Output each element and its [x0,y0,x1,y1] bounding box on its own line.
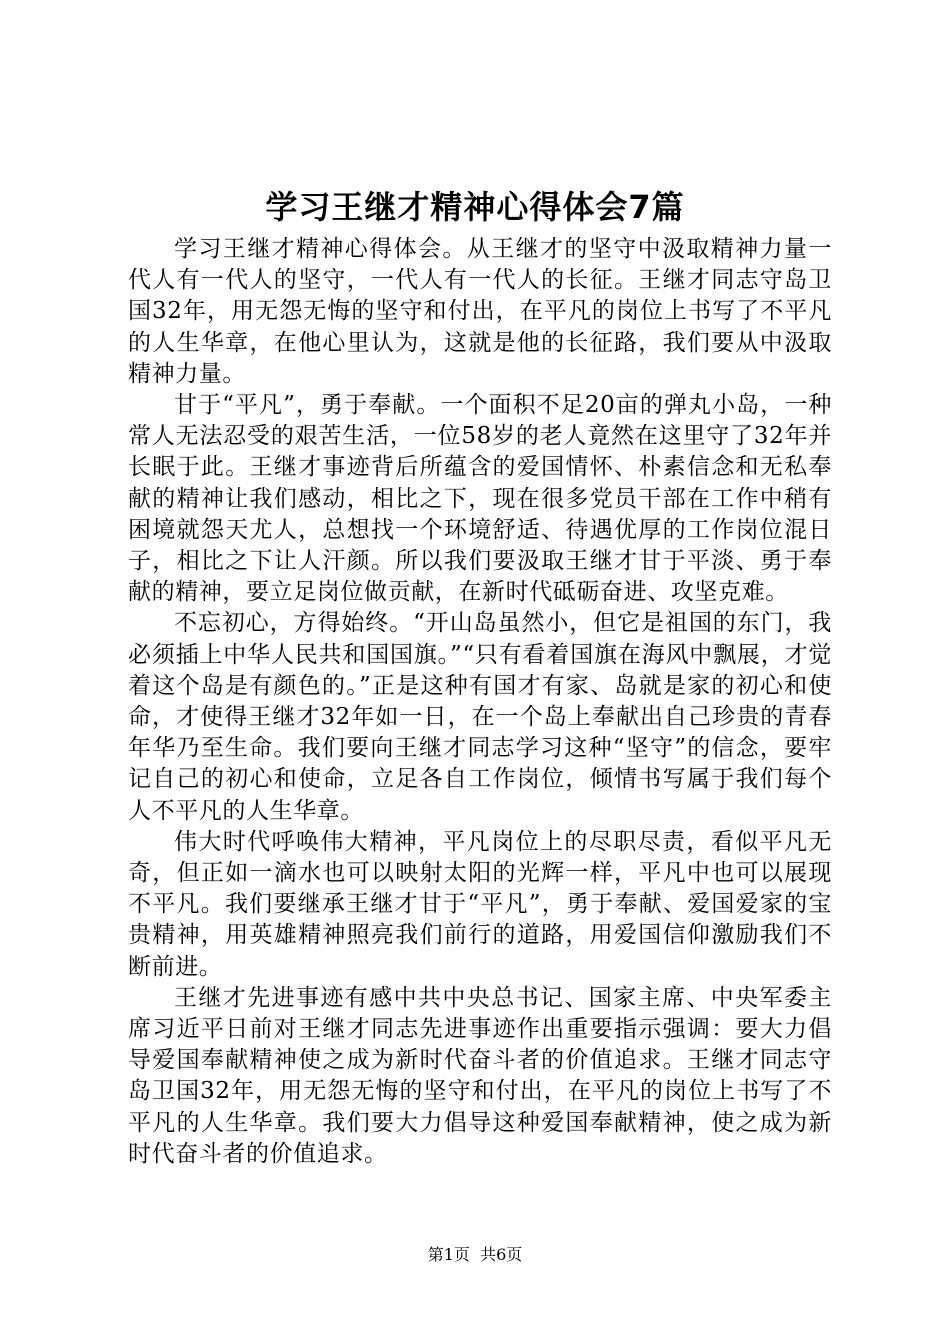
page-number: 第1页 [427,1245,470,1264]
page-footer [0,1244,950,1266]
paragraph-3: 不忘初心，方得始终。“开山岛虽然小，但它是祖国的东门，我必须插上中华人民共和国国旗。”“只有看着国旗在海风中飘展，才觉着这个岛是有颜色的。”正是这种有国才有家、岛就是家的初心和使命，才使得王继才32年如一日，在一个岛上奉献出自己珍贵的青春年华乃至生命。我们要向王继才同志学习这种“坚守”的信念，要牢记自己的初心和使命，立足各自工作岗位，倾情书写属于我们每个人不平凡的人生华章。 [128,610,832,824]
paragraph-2: 甘于“平凡”，勇于奉献。一个面积不足20亩的弹丸小岛，一种常人无法忍受的艰苦生活，一位58岁的老人竟然在这里守了32年并长眠于此。王继才事迹背后所蕴含的爱国情怀、朴素信念和无私奉献的精神让我们感动，相比之下，现在很多党员干部在工作中稍有困境就怨天尤人，总想找一个环境舒适、待遇优厚的工作岗位混日子，相比之下让人汗颜。所以我们要汲取王继才甘于平淡、勇于奉献的精神，要立足岗位做贡献，在新时代砥砺奋进、攻坚克难。 [128,392,832,606]
footer-spacer [470,1245,480,1264]
paragraph-1: 学习王继才精神心得体会。从王继才的坚守中汲取精神力量一代人有一代人的坚守，一代人有一代人的长征。王继才同志守岛卫国32年，用无怨无悔的坚守和付出，在平凡的岗位上书写了不平凡的人生华章，在他心里认为，这就是他的长征路，我们要从中汲取精神力量。 [128,236,832,387]
page-total: 共6页 [480,1245,523,1264]
document-title: 学习王继才精神心得体会7篇 [265,188,685,226]
document-body [128,234,832,1170]
paragraph-4: 伟大时代呼唤伟大精神，平凡岗位上的尽职尽责，看似平凡无奇，但正如一滴水也可以映射太阳的光辉一样，平凡中也可以展现不平凡。我们要继承王继才甘于“平凡”，勇于奉献、爱国爱家的宝贵精神，用英雄精神照亮我们前行的道路，用爱国信仰激励我们不断前进。 [128,828,832,980]
paragraph-5: 王继才先进事迹有感中共中央总书记、国家主席、中央军委主席习近平日前对王继才同志先进事迹作出重要指示强调：要大力倡导爱国奉献精神使之成为新时代奋斗者的价值追求。王继才同志守岛卫国32年，用无怨无悔的坚守和付出，在平凡的岗位上书写了不平凡的人生华章。我们要大力倡导这种爱国奉献精神，使之成为新时代奋斗者的价值追求。 [128,984,832,1167]
